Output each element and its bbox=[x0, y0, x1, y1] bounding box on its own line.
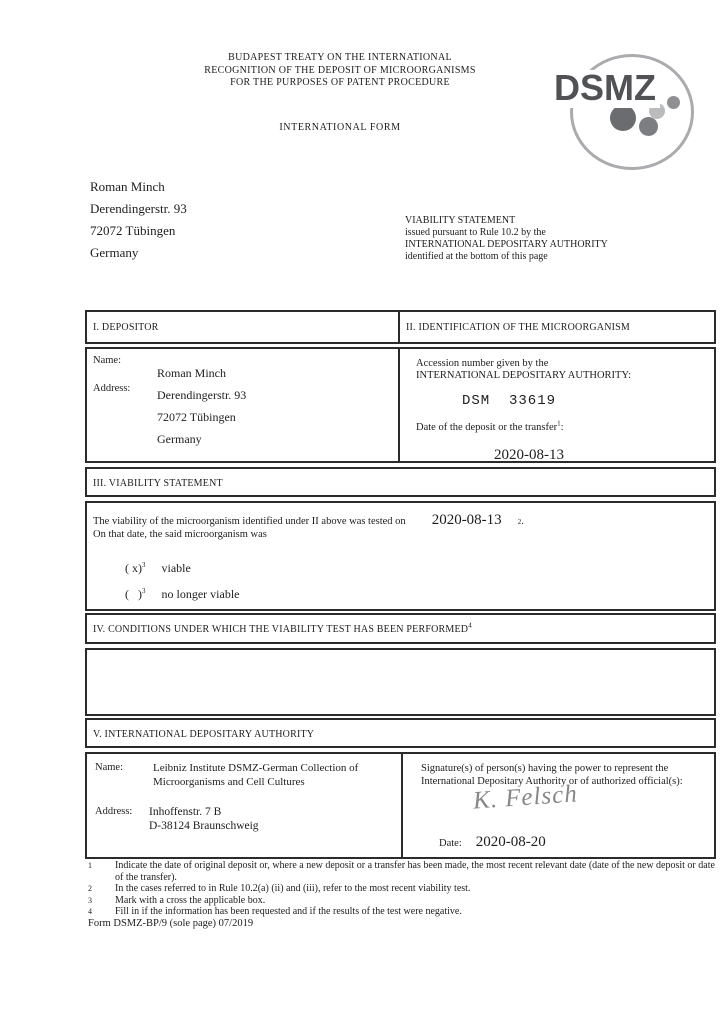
not-viable-footnote-ref: 3 bbox=[142, 587, 146, 595]
authority-name-label: Name: bbox=[95, 762, 123, 773]
accession-number: DSM 33619 bbox=[462, 393, 557, 409]
logo-dot-large bbox=[610, 105, 636, 131]
recipient-line: Germany bbox=[90, 245, 139, 260]
dsmz-logo bbox=[548, 44, 720, 172]
treaty-line: FOR THE PURPOSES OF PATENT PROCEDURE bbox=[230, 77, 450, 88]
authority-address-line: Inhoffenstr. 7 B bbox=[149, 806, 222, 818]
footnotes bbox=[88, 860, 718, 918]
depositor-identification-body bbox=[85, 347, 716, 463]
treaty-line: RECOGNITION OF THE DEPOSIT OF MICROORGANISMS bbox=[204, 64, 476, 76]
logo-dot-small bbox=[667, 96, 680, 109]
signature-date-label: Date: bbox=[439, 838, 462, 849]
form-table bbox=[85, 310, 716, 859]
deposit-date-footnote-ref: 1 bbox=[557, 419, 561, 428]
section-iv-title-text: IV. CONDITIONS UNDER WHICH THE VIABILITY TEST HAS BEEN PERFORMED bbox=[93, 624, 469, 635]
deposit-date-label bbox=[416, 419, 714, 434]
authority-signature-cell bbox=[403, 754, 714, 857]
treaty-line: BUDAPEST TREATY ON THE INTERNATIONAL bbox=[228, 52, 452, 63]
footnote-text: In the cases referred to in Rule 10.2(a) (ii) and (iii), refer to the most recent viability test. bbox=[115, 883, 471, 894]
statement-ref-line: issued pursuant to Rule 10.2 by the bbox=[405, 227, 546, 238]
authority-name-line: Microorganisms and Cell Cultures bbox=[153, 776, 305, 788]
viable-footnote-ref: 3 bbox=[142, 561, 146, 569]
footnote bbox=[88, 883, 718, 895]
not-viable-option-row bbox=[125, 588, 708, 601]
recipient-line: Roman Minch bbox=[90, 179, 165, 194]
signature-date-row bbox=[439, 836, 546, 851]
depositor-line: 72072 Tübingen bbox=[157, 410, 236, 424]
recipient-line: Derendingerstr. 93 bbox=[90, 201, 187, 216]
authority-name-line: Leibniz Institute DSMZ-German Collection of bbox=[153, 762, 359, 774]
footnote-text: Mark with a cross the applicable box. bbox=[115, 894, 266, 906]
viable-option-row bbox=[125, 562, 708, 575]
statement-ref-line: INTERNATIONAL DEPOSITARY AUTHORITY bbox=[405, 239, 608, 250]
recipient-address bbox=[90, 176, 187, 264]
authority-name-value bbox=[153, 761, 358, 789]
signature-date-value: 2020-08-20 bbox=[475, 834, 546, 850]
viable-checkbox: ( x) bbox=[125, 561, 142, 575]
section-ii-title: II. IDENTIFICATION OF THE MICROORGANISM bbox=[406, 322, 631, 333]
tested-on-text: The viability of the microorganism identified under II above was tested on bbox=[93, 516, 406, 527]
footnote bbox=[88, 860, 718, 883]
footnote bbox=[88, 895, 718, 907]
depositor-address-label: Address: bbox=[93, 383, 131, 394]
depositor-name-label: Name: bbox=[93, 355, 121, 366]
signature-intro-line: International Depositary Authority or of authorized official(s): bbox=[421, 775, 683, 787]
statement-ref-line: VIABILITY STATEMENT bbox=[405, 215, 516, 226]
depositor-cell bbox=[87, 349, 400, 461]
authority-address-label: Address: bbox=[95, 806, 133, 817]
section-iii-title: III. VIABILITY STATEMENT bbox=[85, 467, 716, 497]
footnote-number: 4 bbox=[88, 907, 92, 916]
deposit-date-label-text: Date of the deposit or the transfer bbox=[416, 422, 558, 433]
tested-on-line: The viability of the microorganism identified under II above was tested on 2020-08-13 2 . bbox=[93, 512, 524, 528]
section-iv-footnote-ref: 4 bbox=[468, 621, 472, 630]
footnote-number: 2 bbox=[88, 884, 92, 893]
section-v-title: V. INTERNATIONAL DEPOSITARY AUTHORITY bbox=[85, 718, 716, 748]
depositor-line: Derendingerstr. 93 bbox=[157, 388, 247, 402]
accession-intro-line: Accession number given by the bbox=[416, 358, 549, 369]
section-headers-i-ii bbox=[85, 310, 716, 344]
international-form-label: INTERNATIONAL FORM bbox=[279, 122, 401, 133]
authority-address-cell bbox=[87, 754, 403, 857]
conditions-body-empty bbox=[85, 648, 716, 716]
depositor-address-value bbox=[157, 362, 246, 450]
not-viable-checkbox: ( ) bbox=[125, 587, 142, 601]
signature-intro-line: Signature(s) of person(s) having the power to represent the bbox=[421, 763, 669, 774]
identification-cell bbox=[400, 349, 714, 461]
tested-date-value: 2020-08-13 bbox=[431, 512, 502, 528]
section-iv-title bbox=[85, 613, 716, 644]
tested-line-period: . bbox=[521, 516, 524, 527]
accession-intro-line: INTERNATIONAL DEPOSITARY AUTHORITY: bbox=[416, 370, 631, 381]
on-that-date-text: On that date, the said microorganism was bbox=[93, 529, 267, 540]
section-i-title: I. DEPOSITOR bbox=[87, 312, 400, 342]
logo-dot-medium bbox=[639, 117, 658, 136]
viability-statement-ref bbox=[405, 215, 608, 263]
footnote-text: Indicate the date of original deposit or, where a new deposit or a transfer has been made, the most recent relevant date (date of the new deposit or date of the transfer). bbox=[115, 860, 715, 883]
footnote-text: Fill in if the information has been requested and if the results of the test were negative. bbox=[115, 906, 462, 917]
depositor-line: Germany bbox=[157, 432, 202, 446]
authority-address-line: D-38124 Braunschweig bbox=[149, 820, 259, 832]
footnote-number: 3 bbox=[88, 895, 92, 905]
viability-body bbox=[85, 501, 716, 611]
footnote-number: 1 bbox=[88, 861, 92, 870]
treaty-header bbox=[130, 52, 550, 90]
deposit-date-value: 2020-08-13 bbox=[494, 447, 564, 463]
form-id-footer: Form DSMZ-BP/9 (sole page) 07/2019 bbox=[88, 918, 254, 929]
depositor-line: Roman Minch bbox=[157, 366, 226, 380]
authority-body bbox=[85, 752, 716, 859]
not-viable-label: no longer viable bbox=[161, 587, 240, 601]
viable-label: viable bbox=[161, 561, 191, 575]
deposit-date-label-colon: : bbox=[560, 422, 564, 433]
logo-wordmark: DSMZ bbox=[548, 70, 660, 108]
recipient-line: 72072 Tübingen bbox=[90, 223, 176, 238]
footnote bbox=[88, 906, 718, 918]
statement-ref-line: identified at the bottom of this page bbox=[405, 251, 548, 262]
handwritten-signature: K. Felsch bbox=[472, 780, 579, 815]
authority-address-value bbox=[149, 805, 259, 833]
